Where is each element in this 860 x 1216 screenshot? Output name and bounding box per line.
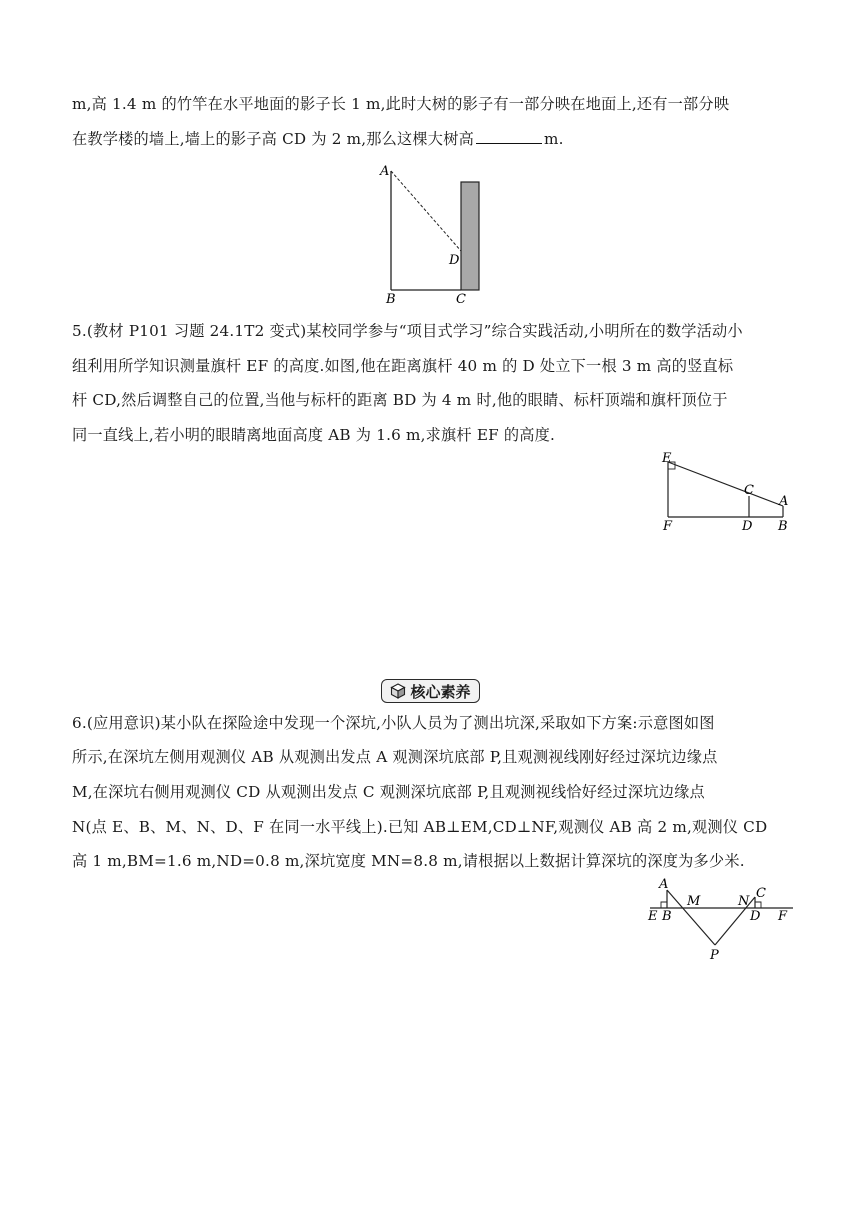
label-C: C <box>756 886 766 901</box>
q6-line-2: 所示,在深坑左侧用观测仪 AB 从观测出发点 A 观测深坑底部 P,且观测视线刚好经过深坑边缘点 <box>72 748 718 766</box>
q6-line-1: 6.(应用意识)某小队在探险途中发现一个深坑,小队人员为了测出坑深,采取如下方案:示意图如图 <box>72 714 715 732</box>
label-P: P <box>710 948 719 963</box>
right-angle-mark-B <box>661 902 667 908</box>
label-B: B <box>778 519 788 534</box>
q4-line-1: m,高 1.4 m 的竹竿在水平地面的影子长 1 m,此时大树的影子有一部分映在地面上,还有一部分映 <box>72 95 730 113</box>
label-A: A <box>779 494 789 509</box>
label-B: B <box>662 909 672 924</box>
label-A: A <box>380 164 390 179</box>
answer-blank <box>476 129 542 144</box>
cube-icon <box>390 683 406 699</box>
q6-line-5: 高 1 m,BM=1.6 m,ND=0.8 m,深坑宽度 MN=8.8 m,请根据以上数据计算深坑的深度为多少米. <box>72 852 745 870</box>
shadow-ray-AD <box>391 171 461 251</box>
school-building-wall <box>461 182 479 290</box>
label-D: D <box>742 519 753 534</box>
q4-line-2-unit: m. <box>543 130 564 148</box>
q6-line-3: M,在深坑右侧用观测仪 CD 从观测出发点 C 观测深坑底部 P,且观测视线恰好经过深坑边缘点 <box>72 783 705 801</box>
q5-line-4: 同一直线上,若小明的眼睛离地面高度 AB 为 1.6 m,求旗杆 EF 的高度. <box>72 426 556 444</box>
section-title: 核心素养 <box>410 682 471 701</box>
q4-line-2-text: 在教学楼的墙上,墙上的影子高 CD 为 2 m,那么这棵大树高 <box>72 130 474 148</box>
label-D: D <box>750 909 761 924</box>
q5-line-1: 5.(教材 P101 习题 24.1T2 变式)某校同学参与“项目式学习”综合实践活动,小明所在的数学活动小 <box>72 322 743 340</box>
figure-pit <box>645 872 795 964</box>
label-B: B <box>386 292 396 307</box>
core-literacy-badge <box>381 679 480 703</box>
q5-line-3: 杆 CD,然后调整自己的位置,当他与标杆的距离 BD 为 4 m 时,他的眼睛、标杆顶端和旗杆顶位于 <box>72 391 728 409</box>
label-N: N <box>738 894 750 909</box>
q5-line-2: 组利用所学知识测量旗杆 EF 的高度.如图,他在距离旗杆 40 m 的 D 处立下一根 3 m 高的竖直标 <box>72 357 734 375</box>
label-E: E <box>648 909 658 924</box>
label-F: F <box>663 519 673 534</box>
figure-flagpole <box>658 450 798 535</box>
label-E: E <box>662 451 672 466</box>
label-A: A <box>659 877 669 892</box>
figure-tree-wall <box>370 160 490 310</box>
label-M: M <box>687 894 701 909</box>
right-angle-mark-D <box>755 902 761 908</box>
label-D: D <box>449 253 460 268</box>
q4-line-2 <box>72 129 564 149</box>
label-C: C <box>456 292 466 307</box>
sight-line-EA <box>668 462 783 506</box>
label-C: C <box>744 483 754 498</box>
q6-line-4: N(点 E、B、M、N、D、F 在同一水平线上).已知 AB⊥EM,CD⊥NF,观测仪 AB 高 2 m,观测仪 CD <box>72 818 768 836</box>
label-F: F <box>778 909 788 924</box>
